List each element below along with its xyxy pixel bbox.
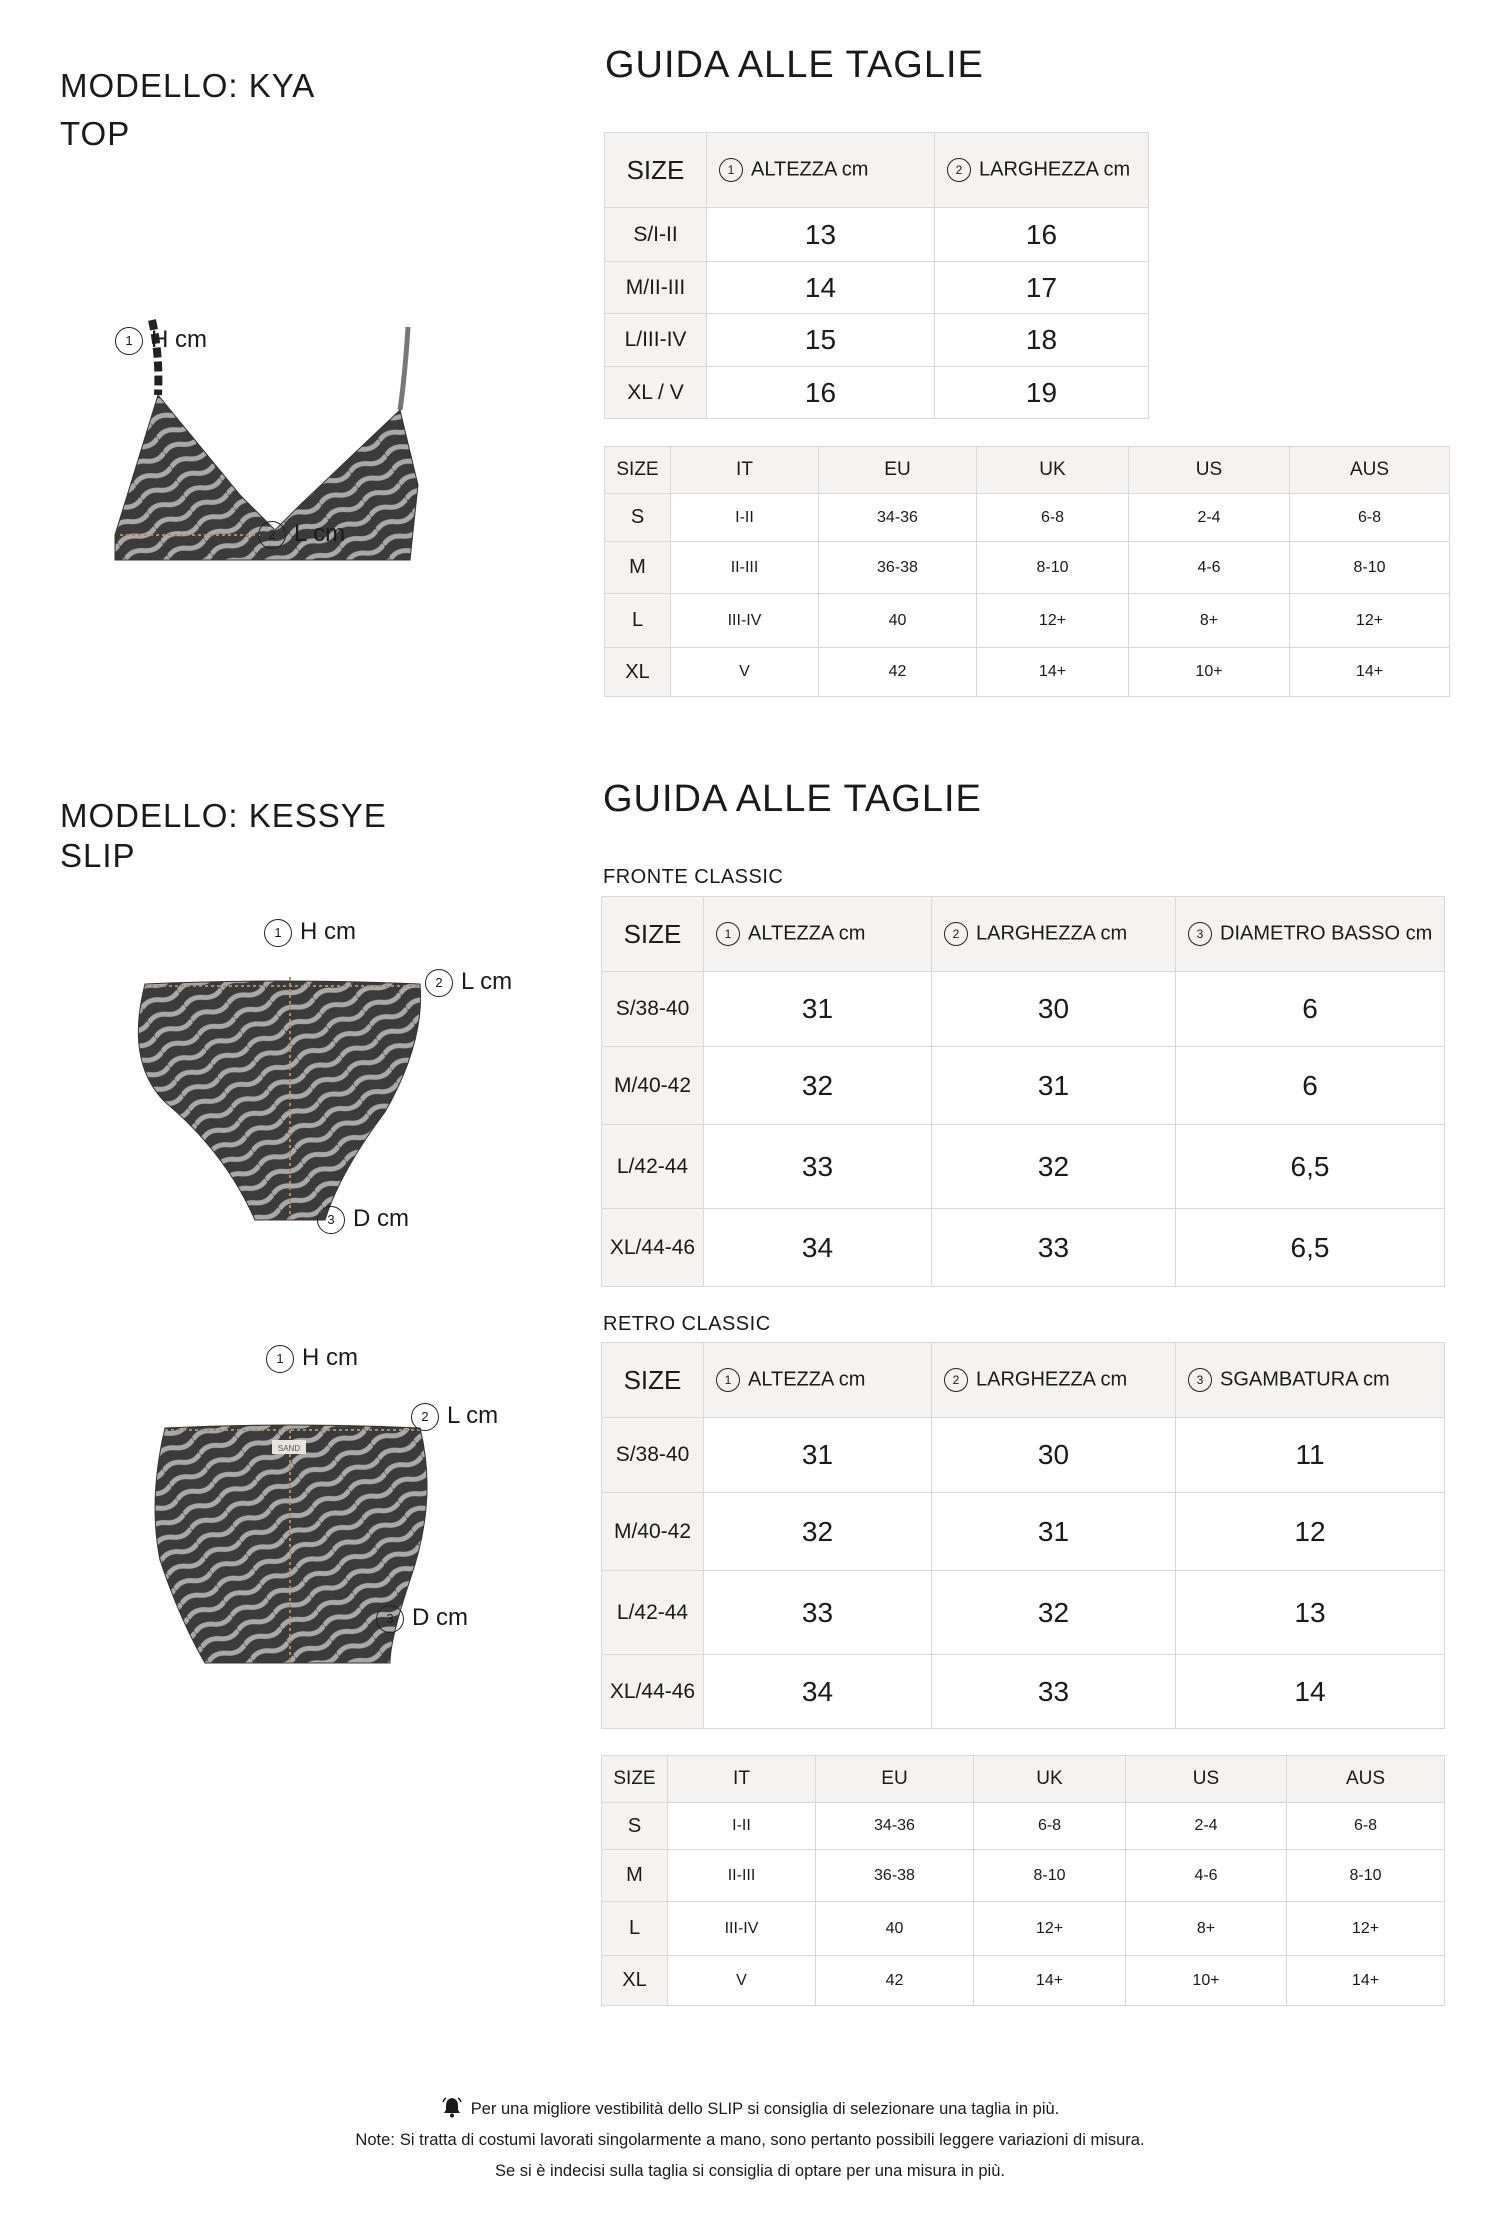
value-cell: 12+	[977, 594, 1129, 648]
value-cell: 33	[704, 1571, 932, 1655]
value-cell: 42	[816, 1956, 974, 2006]
number-2-icon: 2	[944, 1368, 968, 1392]
number-3-icon: 3	[376, 1605, 404, 1633]
measure-column-header	[1176, 1343, 1445, 1418]
value-cell: 14+	[974, 1956, 1126, 2006]
number-2-icon: 2	[411, 1403, 439, 1431]
slip-model-type: SLIP	[60, 837, 136, 874]
value-cell: 6	[1176, 1047, 1445, 1125]
value-cell: 34-36	[819, 494, 977, 542]
slip-front-measurement-table	[601, 896, 1445, 1287]
value-cell: V	[668, 1956, 816, 2006]
value-cell: 6,5	[1176, 1209, 1445, 1287]
value-cell: 31	[704, 972, 932, 1047]
size-cell: L/III-IV	[605, 314, 707, 367]
top-model-name: MODELLO: KYA	[60, 67, 316, 104]
value-cell: III-IV	[671, 594, 819, 648]
value-cell: 31	[704, 1418, 932, 1493]
measure-column-header	[1176, 897, 1445, 972]
top-label-height-text: H cm	[151, 326, 207, 353]
size-column-header: SIZE	[605, 133, 707, 208]
measure-column-header-label: LARGHEZZA cm	[979, 158, 1131, 181]
top-model-type: TOP	[60, 115, 131, 152]
conversion-column-header: UK	[977, 447, 1129, 494]
slip-front-label-diameter-text: D cm	[353, 1205, 409, 1232]
value-cell: II-III	[671, 542, 819, 594]
number-1-icon: 1	[716, 922, 740, 946]
number-1-icon: 1	[115, 327, 143, 355]
bell-icon	[441, 2096, 463, 2118]
brand-tag-text: SAND	[277, 1444, 301, 1453]
size-cell: XL	[605, 648, 671, 697]
slip-back-label-width	[411, 1402, 498, 1431]
size-cell: XL/44-46	[602, 1655, 704, 1729]
size-cell: S/I-II	[605, 208, 707, 262]
value-cell: 8-10	[977, 542, 1129, 594]
value-cell: 6-8	[977, 494, 1129, 542]
size-cell: M	[605, 542, 671, 594]
number-3-icon: 3	[1188, 1368, 1212, 1392]
size-column-header: SIZE	[602, 897, 704, 972]
value-cell: I-II	[668, 1803, 816, 1850]
value-cell: V	[671, 648, 819, 697]
value-cell: 40	[816, 1902, 974, 1956]
number-2-icon: 2	[947, 158, 971, 182]
value-cell: 16	[707, 367, 935, 419]
conversion-column-header: US	[1129, 447, 1290, 494]
value-cell: 34-36	[816, 1803, 974, 1850]
value-cell: 33	[704, 1125, 932, 1209]
table-row	[605, 367, 1149, 419]
conversion-column-header: IT	[668, 1756, 816, 1803]
slip-conversion-table	[601, 1755, 1445, 2006]
retro-classic-subtitle: RETRO CLASSIC	[603, 1313, 771, 1335]
measure-column-header	[932, 897, 1176, 972]
value-cell: 32	[704, 1493, 932, 1571]
table-row	[605, 494, 1450, 542]
table-row	[602, 1956, 1445, 2006]
measure-column-header	[935, 133, 1149, 208]
value-cell: 2-4	[1129, 494, 1290, 542]
slip-front-label-width-text: L cm	[461, 968, 513, 995]
value-cell: 8+	[1129, 594, 1290, 648]
value-cell: 14+	[977, 648, 1129, 697]
value-cell: 4-6	[1126, 1850, 1287, 1902]
measure-column-header-label: LARGHEZZA cm	[976, 1368, 1128, 1391]
slip-model-heading	[60, 796, 387, 876]
size-cell: S	[605, 494, 671, 542]
measure-column-header-label: LARGHEZZA cm	[976, 922, 1128, 945]
value-cell: 8-10	[1290, 542, 1450, 594]
top-model-heading	[60, 62, 315, 158]
value-cell: 32	[932, 1571, 1176, 1655]
footer-line-1-text: Per una migliore vestibilità dello SLIP si consiglia di selezionare una taglia in più.	[470, 2100, 1060, 2118]
table-row	[602, 1655, 1445, 1729]
value-cell: 6-8	[1290, 494, 1450, 542]
measure-column-header-label: ALTEZZA cm	[751, 158, 869, 181]
table-row	[605, 594, 1450, 648]
slip-back-label-height-text: H cm	[302, 1344, 358, 1371]
slip-model-name: MODELLO: KESSYE	[60, 797, 387, 834]
size-column-header: SIZE	[602, 1343, 704, 1418]
number-2-icon: 2	[944, 922, 968, 946]
size-cell: XL / V	[605, 367, 707, 419]
top-label-width-text: L cm	[294, 520, 346, 547]
top-label-width	[258, 520, 345, 549]
table-row	[602, 1571, 1445, 1655]
table-row	[602, 1418, 1445, 1493]
value-cell: 30	[932, 1418, 1176, 1493]
value-cell: 10+	[1129, 648, 1290, 697]
slip-back-label-diameter-text: D cm	[412, 1604, 468, 1631]
value-cell: 33	[932, 1655, 1176, 1729]
value-cell: 8+	[1126, 1902, 1287, 1956]
value-cell: 12+	[1290, 594, 1450, 648]
measure-column-header	[707, 133, 935, 208]
conversion-column-header: EU	[819, 447, 977, 494]
top-measurement-table	[604, 132, 1149, 419]
value-cell: 4-6	[1129, 542, 1290, 594]
size-cell: L/42-44	[602, 1125, 704, 1209]
value-cell: 10+	[1126, 1956, 1287, 2006]
slip-back-label-diameter	[376, 1604, 468, 1633]
footer-line-3: Se si è indecisi sulla taglia si consiglia di optare per una misura in più.	[495, 2162, 1005, 2180]
value-cell: 6,5	[1176, 1125, 1445, 1209]
value-cell: 11	[1176, 1418, 1445, 1493]
value-cell: 12+	[974, 1902, 1126, 1956]
value-cell: 14+	[1287, 1956, 1445, 2006]
value-cell: 12	[1176, 1493, 1445, 1571]
footer-line-2-text: Si tratta di costumi lavorati singolarmente a mano, sono pertanto possibili leggere variazioni di misura.	[399, 2131, 1145, 2149]
value-cell: 6	[1176, 972, 1445, 1047]
value-cell: 40	[819, 594, 977, 648]
slip-front-label-diameter	[317, 1205, 409, 1234]
value-cell: 6-8	[974, 1803, 1126, 1850]
table-row	[602, 1209, 1445, 1287]
conversion-column-header: EU	[816, 1756, 974, 1803]
slip-back-measurement-table	[601, 1342, 1445, 1729]
conversion-column-header: AUS	[1290, 447, 1450, 494]
size-cell: XL/44-46	[602, 1209, 704, 1287]
size-cell: XL	[602, 1956, 668, 2006]
table-row	[605, 648, 1450, 697]
footer-line-2	[0, 2125, 1500, 2156]
value-cell: 15	[707, 314, 935, 367]
number-1-icon: 1	[266, 1345, 294, 1373]
table-row	[602, 1493, 1445, 1571]
slip-back-label-height	[266, 1344, 358, 1373]
size-cell: M/II-III	[605, 262, 707, 314]
footer-line-1	[0, 2094, 1500, 2125]
value-cell: 19	[935, 367, 1149, 419]
measure-column-header	[932, 1343, 1176, 1418]
number-1-icon: 1	[264, 919, 292, 947]
value-cell: 36-38	[816, 1850, 974, 1902]
slip-back-label-width-text: L cm	[447, 1402, 499, 1429]
slip-front-illustration	[125, 972, 435, 1222]
value-cell: 34	[704, 1209, 932, 1287]
value-cell: 17	[935, 262, 1149, 314]
table-row	[602, 1803, 1445, 1850]
value-cell: 8-10	[1287, 1850, 1445, 1902]
number-1-icon: 1	[719, 158, 743, 182]
conversion-column-header: AUS	[1287, 1756, 1445, 1803]
conversion-column-header: IT	[671, 447, 819, 494]
footer-notes	[0, 2094, 1500, 2187]
slip-front-label-height	[264, 918, 356, 947]
size-cell: L/42-44	[602, 1571, 704, 1655]
value-cell: 8-10	[974, 1850, 1126, 1902]
value-cell: 16	[935, 208, 1149, 262]
value-cell: 13	[1176, 1571, 1445, 1655]
number-3-icon: 3	[1188, 922, 1212, 946]
conversion-column-header: SIZE	[605, 447, 671, 494]
slip-front-image	[125, 972, 435, 1222]
size-cell: S	[602, 1803, 668, 1850]
value-cell: 18	[935, 314, 1149, 367]
conversion-column-header: UK	[974, 1756, 1126, 1803]
value-cell: II-III	[668, 1850, 816, 1902]
value-cell: 32	[704, 1047, 932, 1125]
table-row	[602, 1047, 1445, 1125]
slip-front-label-width	[425, 968, 512, 997]
top-label-height	[115, 326, 207, 355]
value-cell: 34	[704, 1655, 932, 1729]
size-cell: M/40-42	[602, 1047, 704, 1125]
slip-front-label-height-text: H cm	[300, 918, 356, 945]
number-1-icon: 1	[716, 1368, 740, 1392]
number-2-icon: 2	[425, 969, 453, 997]
footer-note-label: Note:	[355, 2131, 395, 2149]
front-classic-subtitle: FRONTE CLASSIC	[603, 866, 784, 888]
top-guide-title: GUIDA ALLE TAGLIE	[605, 44, 984, 86]
size-cell: L	[602, 1902, 668, 1956]
value-cell: 30	[932, 972, 1176, 1047]
table-row	[605, 208, 1149, 262]
number-3-icon: 3	[317, 1206, 345, 1234]
size-cell: S/38-40	[602, 1418, 704, 1493]
size-cell: L	[605, 594, 671, 648]
value-cell: 2-4	[1126, 1803, 1287, 1850]
table-row	[602, 1850, 1445, 1902]
value-cell: 42	[819, 648, 977, 697]
value-cell: 14	[1176, 1655, 1445, 1729]
value-cell: 14	[707, 262, 935, 314]
value-cell: 33	[932, 1209, 1176, 1287]
measure-column-header-label: ALTEZZA cm	[748, 922, 866, 945]
size-cell: S/38-40	[602, 972, 704, 1047]
size-cell: M/40-42	[602, 1493, 704, 1571]
value-cell: 32	[932, 1125, 1176, 1209]
slip-guide-title: GUIDA ALLE TAGLIE	[603, 778, 982, 820]
value-cell: 31	[932, 1047, 1176, 1125]
measure-column-header-label: SGAMBATURA cm	[1220, 1368, 1390, 1391]
value-cell: 13	[707, 208, 935, 262]
table-row	[605, 314, 1149, 367]
table-row	[602, 1902, 1445, 1956]
table-row	[605, 542, 1450, 594]
conversion-column-header: US	[1126, 1756, 1287, 1803]
table-row	[602, 1125, 1445, 1209]
measure-column-header-label: DIAMETRO BASSO cm	[1220, 922, 1433, 945]
table-row	[602, 972, 1445, 1047]
size-cell: M	[602, 1850, 668, 1902]
value-cell: 6-8	[1287, 1803, 1445, 1850]
measure-column-header-label: ALTEZZA cm	[748, 1368, 866, 1391]
measure-column-header	[704, 1343, 932, 1418]
top-conversion-table	[604, 446, 1450, 697]
table-row	[605, 262, 1149, 314]
value-cell: I-II	[671, 494, 819, 542]
number-2-icon: 2	[258, 521, 286, 549]
value-cell: III-IV	[668, 1902, 816, 1956]
value-cell: 12+	[1287, 1902, 1445, 1956]
conversion-column-header: SIZE	[602, 1756, 668, 1803]
value-cell: 14+	[1290, 648, 1450, 697]
value-cell: 36-38	[819, 542, 977, 594]
value-cell: 31	[932, 1493, 1176, 1571]
measure-column-header	[704, 897, 932, 972]
